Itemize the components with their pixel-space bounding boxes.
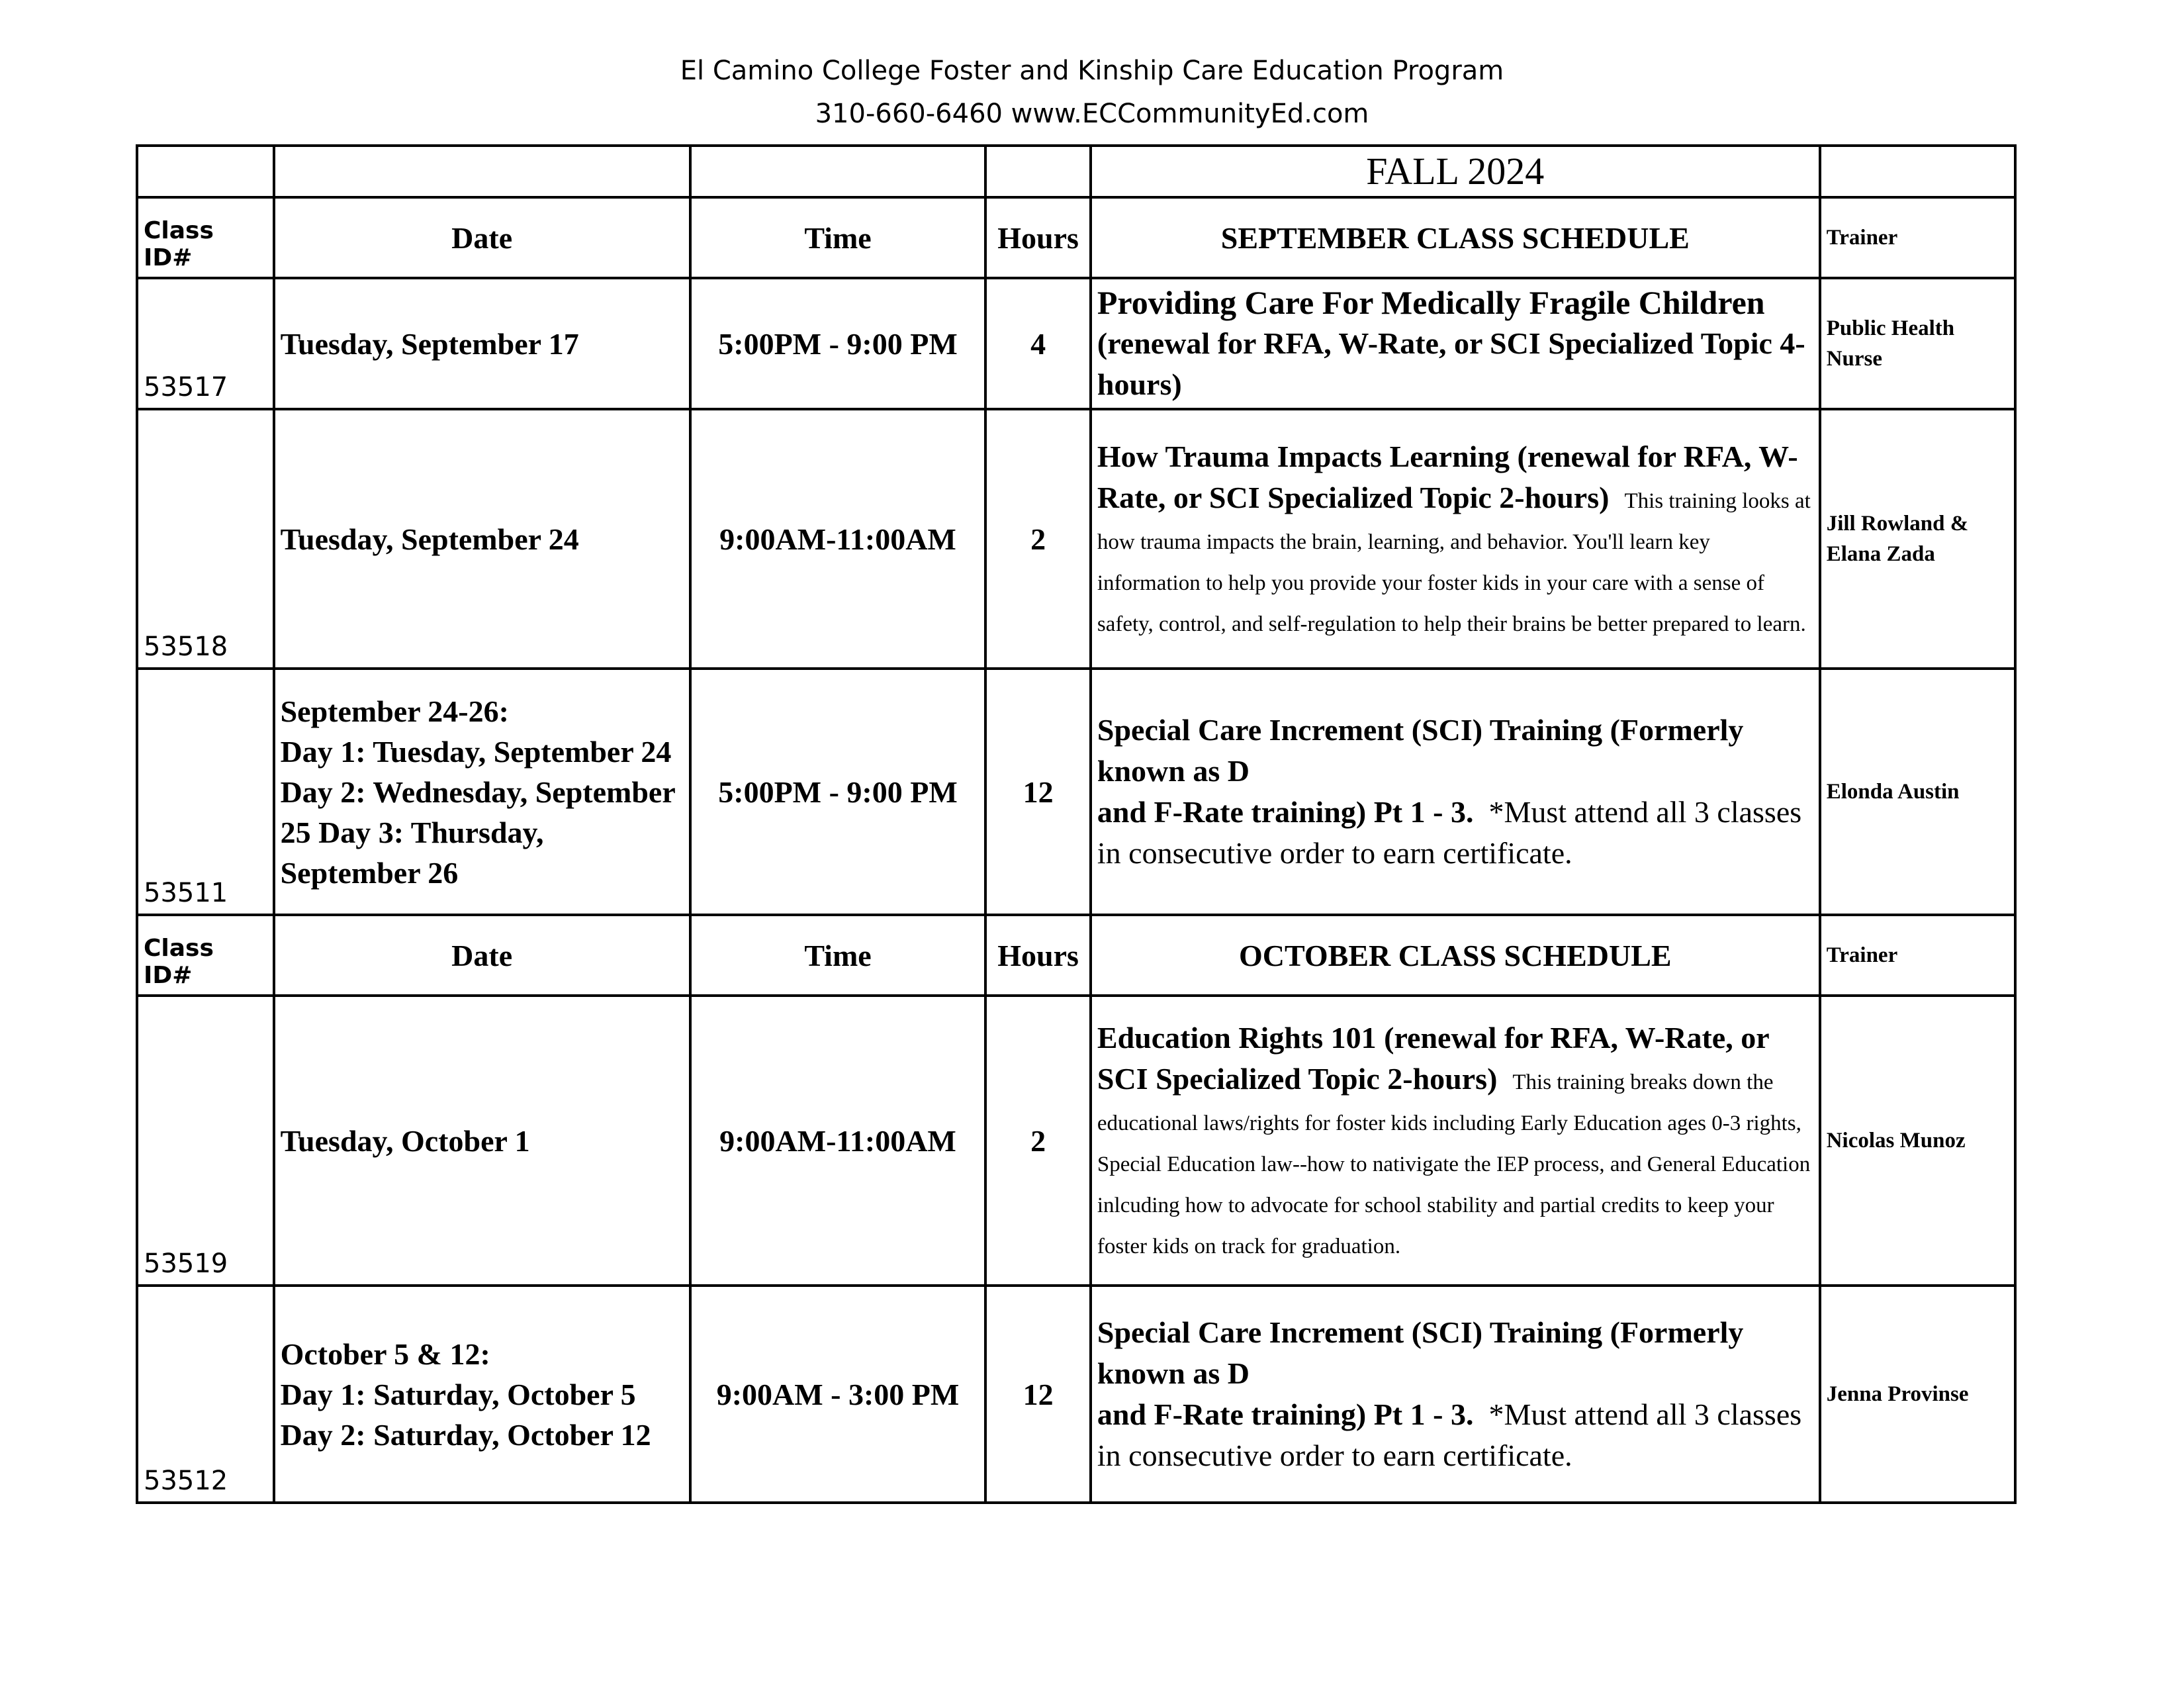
hours-header: Hours [985,915,1091,996]
class-title: Providing Care For Medically Fragile Children [1097,284,1765,321]
empty-cell [137,146,274,197]
class-date: Tuesday, September 24 [274,409,690,669]
class-id-header: Class ID# [137,915,274,996]
class-summary: This training breaks down the educational laws/rights for foster kids including Early Education ages 0-3 rights, Special Education law--how to nativigate the IEP process, and General Education inlcuding how to advocate for school stability and partial credits to keep your foster kids on track for graduation. [1097,1070,1811,1258]
date-range: October 5 & 12: [280,1337,490,1371]
class-date [274,669,690,915]
class-date: Tuesday, September 17 [274,278,690,409]
class-hours: 12 [985,669,1091,915]
class-subtitle: (renewal for RFA, W-Rate, or SCI Specialized Topic 4-hours) [1097,326,1805,401]
class-title: Special Care Increment (SCI) Training (Formerly known as D [1097,713,1744,788]
season-row [137,146,2015,197]
class-time: 5:00PM - 9:00 PM [690,278,986,409]
class-schedule-table [136,144,2017,1504]
class-date: Tuesday, October 1 [274,996,690,1286]
class-hours: 4 [985,278,1091,409]
table-row [137,278,2015,409]
class-time: 9:00AM-11:00AM [690,996,986,1286]
date-day-1: Day 1: Saturday, October 5 [280,1377,636,1411]
date-header: Date [274,915,690,996]
class-time: 9:00AM - 3:00 PM [690,1286,986,1503]
class-id: 53511 [137,669,274,915]
class-summary: This training looks at how trauma impacts the brain, learning, and behavior. You'll learn key information to help you provide your foster kids in your care with a sense of safety, control, and self-regulation to help their brains be better prepared to learn. [1097,489,1811,636]
time-header: Time [690,915,986,996]
time-header: Time [690,197,986,278]
class-title-continued: and F-Rate training) Pt 1 - 3. [1097,1397,1474,1431]
class-note: *Must attend all 3 classes in consecutive order to earn certificate. [1097,795,1802,870]
program-title: El Camino College Foster and Kinship Care Education Program [680,56,1504,86]
class-title: Special Care Increment (SCI) Training (Formerly known as D [1097,1315,1744,1390]
class-id: 53517 [137,278,274,409]
date-day-2: Day 2: Saturday, October 12 [280,1417,651,1452]
class-title: Education Rights 101 (renewal for RFA, W-Rate, or SCI Specialized Topic 2-hours) [1097,1021,1769,1096]
class-note: *Must attend all 3 classes in consecutive order to earn certificate. [1097,1397,1802,1472]
class-id-header: Class ID# [137,197,274,278]
empty-cell [1820,146,2015,197]
date-days: Day 1: Tuesday, September 24 Day 2: Wednesday, September 25 Day 3: Thursday, September 26 [280,734,675,890]
class-description [1091,409,1820,669]
class-title: How Trauma Impacts Learning (renewal for RFA, W-Rate, or SCI Specialized Topic 2-hours) [1097,440,1798,514]
empty-cell [985,146,1091,197]
class-date [274,1286,690,1503]
class-description [1091,278,1820,409]
class-time: 5:00PM - 9:00 PM [690,669,986,915]
hours-header: Hours [985,197,1091,278]
september-header-row [137,197,2015,278]
class-description [1091,996,1820,1286]
class-id: 53518 [137,409,274,669]
table-row [137,1286,2015,1503]
empty-cell [274,146,690,197]
class-hours: 12 [985,1286,1091,1503]
class-id: 53512 [137,1286,274,1503]
trainer-name: Nicolas Munoz [1820,996,2015,1286]
class-hours: 2 [985,409,1091,669]
class-description [1091,669,1820,915]
table-row [137,996,2015,1286]
trainer-name: Elonda Austin [1820,669,2015,915]
class-title-continued: and F-Rate training) Pt 1 - 3. [1097,795,1474,829]
trainer-header: Trainer [1820,915,2015,996]
october-schedule-title: OCTOBER CLASS SCHEDULE [1091,915,1820,996]
trainer-name: Jill Rowland & Elana Zada [1820,409,2015,669]
trainer-name: Jenna Provinse [1820,1286,2015,1503]
class-hours: 2 [985,996,1091,1286]
trainer-header: Trainer [1820,197,2015,278]
october-header-row [137,915,2015,996]
class-id: 53519 [137,996,274,1286]
season-title: FALL 2024 [1091,146,1820,197]
class-time: 9:00AM-11:00AM [690,409,986,669]
table-row [137,669,2015,915]
date-header: Date [274,197,690,278]
date-range: September 24-26: [280,694,509,728]
table-row [137,409,2015,669]
trainer-name: Public Health Nurse [1820,278,2015,409]
september-schedule-title: SEPTEMBER CLASS SCHEDULE [1091,197,1820,278]
class-description [1091,1286,1820,1503]
contact-line: 310-660-6460 www.ECCommunityEd.com [815,99,1369,129]
empty-cell [690,146,986,197]
